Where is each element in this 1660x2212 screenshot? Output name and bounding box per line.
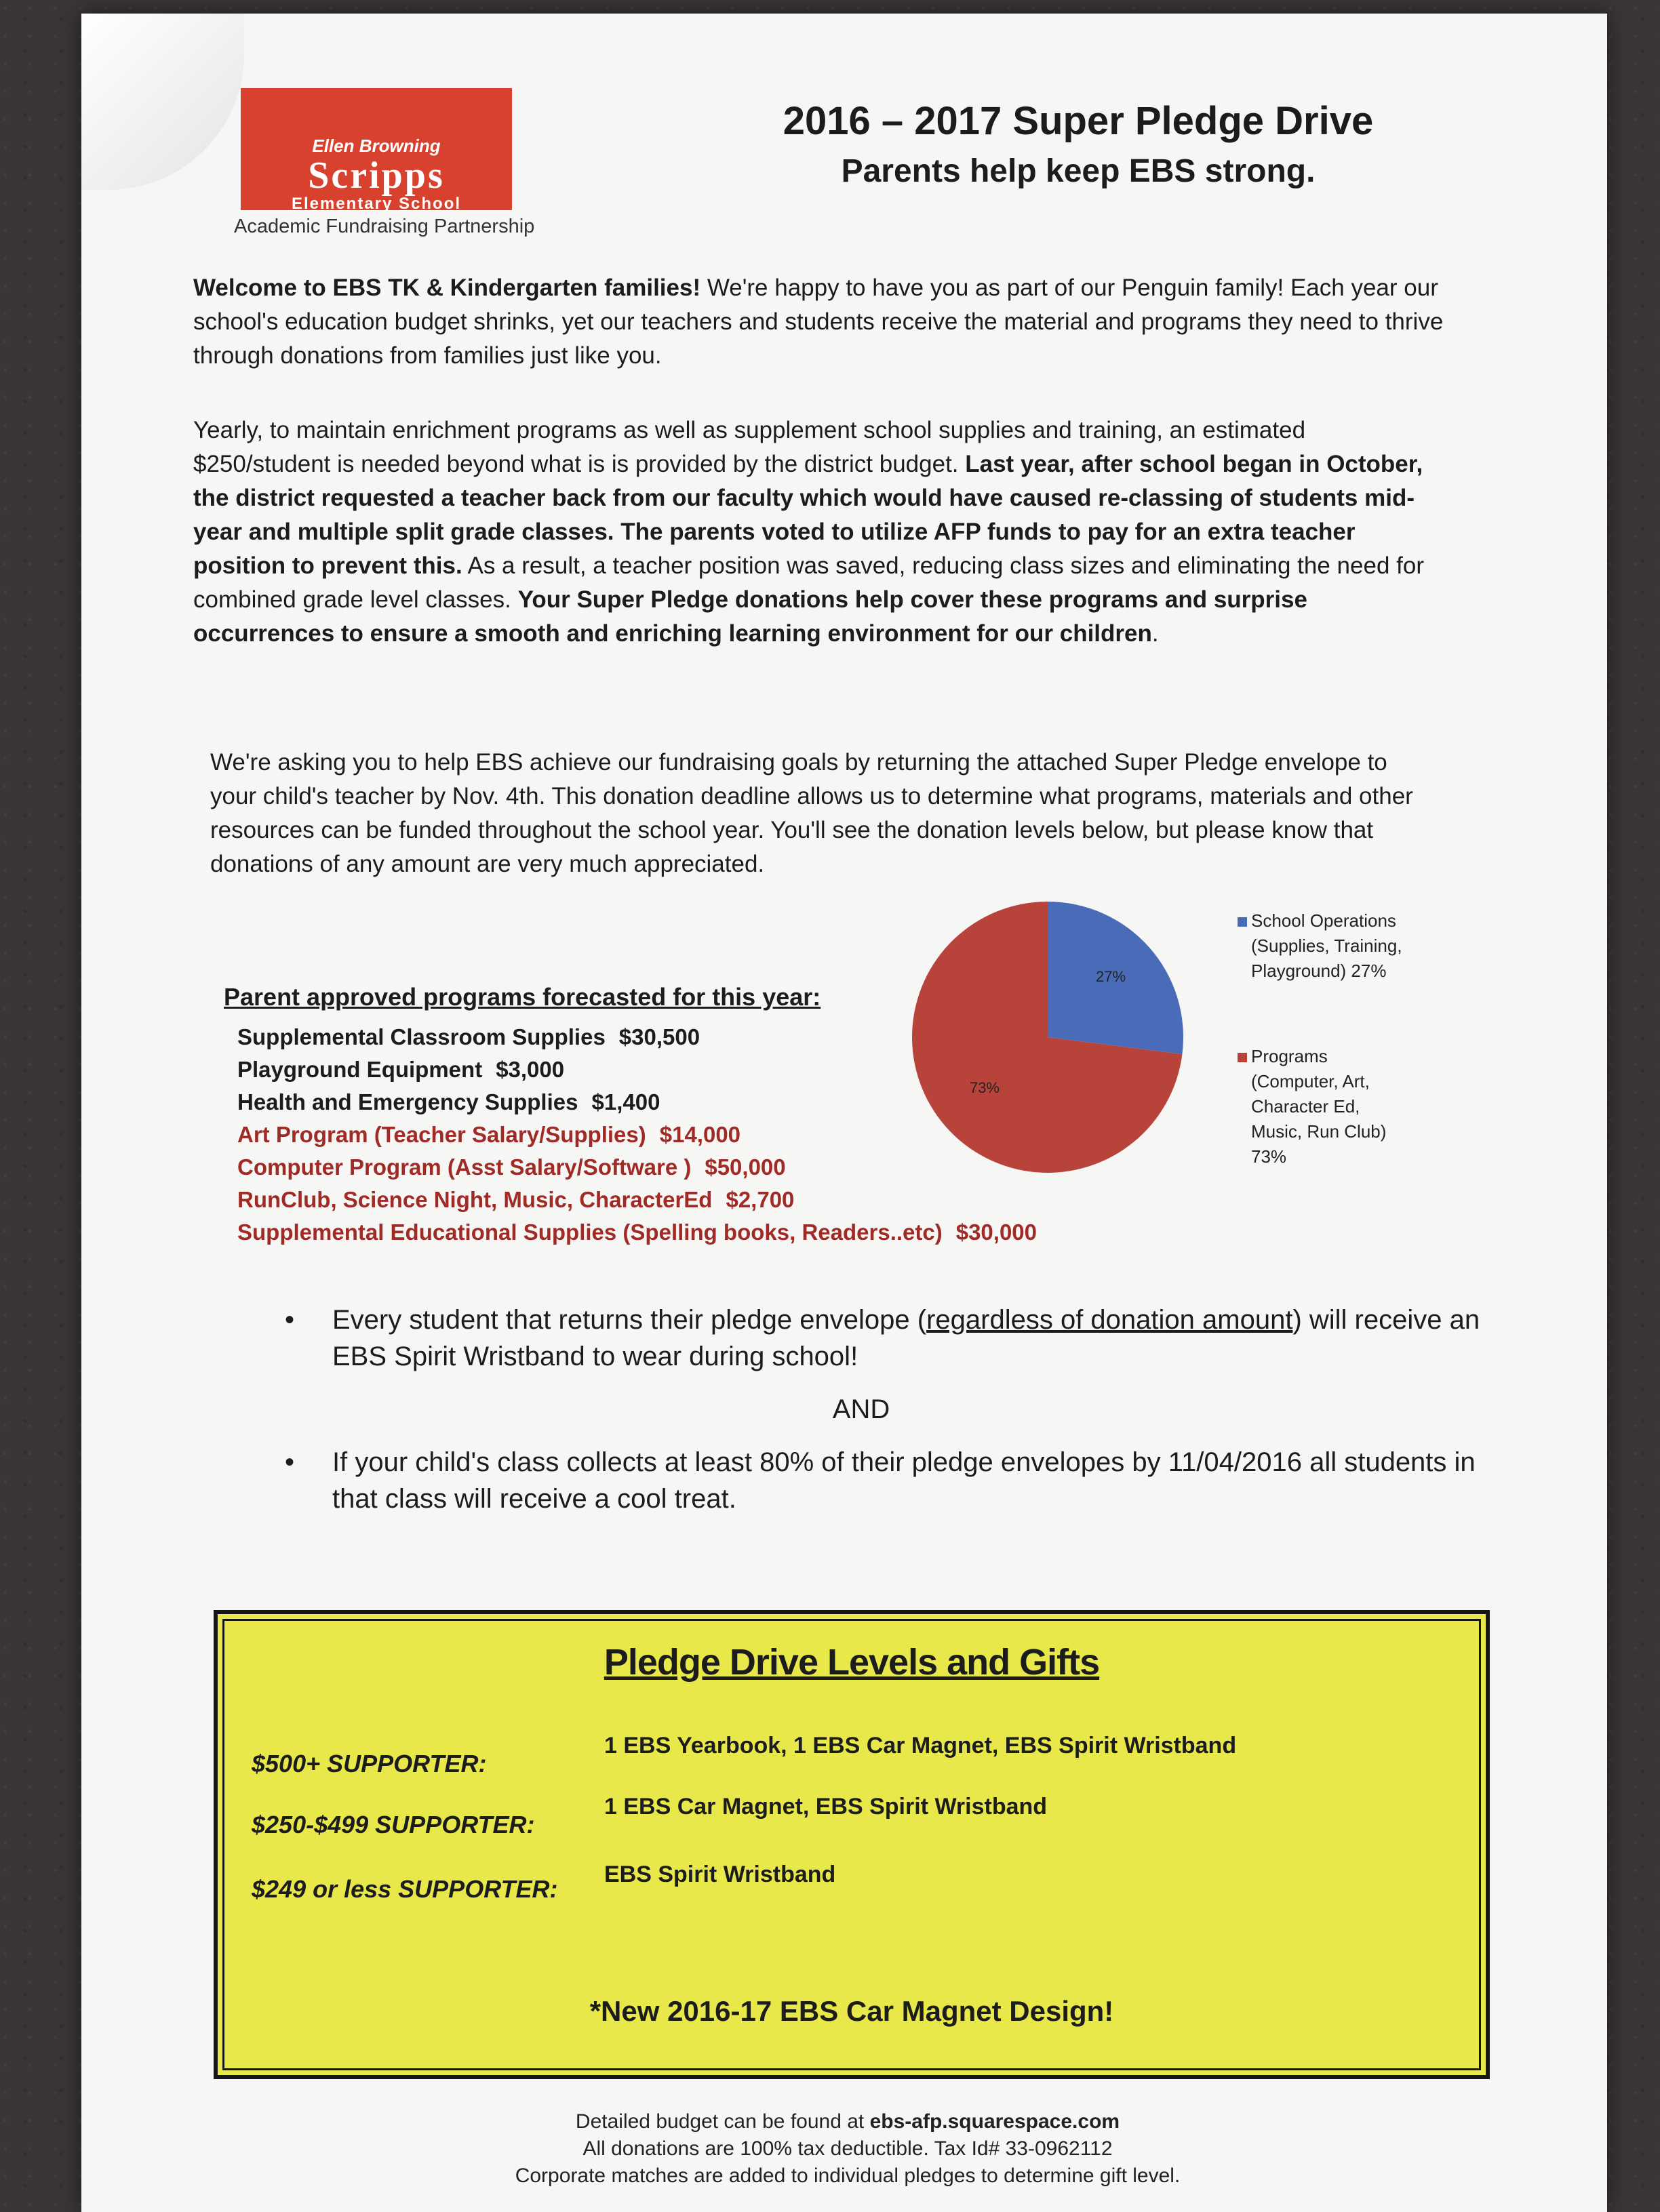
- welcome-paragraph: Welcome to EBS TK & Kindergarten families! We're happy to have you as part of our Penguin family! Each year our school's education budget shrinks, yet our teachers and students receive the material and programs they need to thrive through donations from families just like you.: [193, 275, 1444, 369]
- program-name: Supplemental Educational Supplies (Spelling books, Readers..etc): [237, 1220, 943, 1245]
- level-249: $249 or less SUPPORTER:: [252, 1875, 558, 1903]
- level-250: $250-$499 SUPPORTER:: [252, 1811, 535, 1838]
- pie-label-0: 27%: [1095, 967, 1126, 985]
- legend-line: Character Ed,: [1251, 1096, 1360, 1117]
- budget-link[interactable]: ebs-afp.squarespace.com: [869, 2110, 1120, 2133]
- legend-swatch: [1238, 917, 1247, 927]
- legend-line: (Computer, Art,: [1251, 1071, 1370, 1091]
- program-name: Health and Emergency Supplies: [237, 1089, 578, 1114]
- flyer-subtitle: Parents help keep EBS strong.: [841, 153, 1316, 189]
- legend-line: Programs: [1238, 1044, 1427, 1069]
- legend-line: Playground) 27%: [1251, 961, 1387, 981]
- program-amount: $3,000: [496, 1057, 565, 1082]
- program-name: Supplemental Classroom Supplies: [237, 1024, 606, 1049]
- program-name: Art Program (Teacher Salary/Supplies): [237, 1122, 646, 1147]
- legend-swatch: [1238, 1053, 1247, 1062]
- and-separator: AND: [832, 1394, 890, 1424]
- legend-line: Music, Run Club): [1251, 1121, 1387, 1142]
- program-item: [237, 1216, 1241, 1249]
- program-amount: $14,000: [659, 1122, 741, 1147]
- pledge-flyer: [81, 14, 1607, 2212]
- program-amount: $50,000: [705, 1154, 786, 1180]
- program-amount: $30,000: [955, 1220, 1038, 1245]
- request-paragraph: We're asking you to help EBS achieve our fundraising goals by returning the attached Super Pledge envelope to your child's teacher by Nov. 4th. This donation deadline allows us to determine what programs, materials and other resources can be funded throughout the school year. You'll see the donation levels below, but please know that donations of any amount are very much appreciated.: [210, 749, 1413, 877]
- program-amount: $2,700: [726, 1187, 795, 1212]
- legend-programs: [1238, 1044, 1427, 1169]
- program-name: RunClub, Science Night, Music, CharacterEd: [237, 1187, 713, 1212]
- magnet-note: *New 2016-17 EBS Car Magnet Design!: [589, 1995, 1114, 2027]
- legend-school-operations: [1238, 908, 1427, 984]
- legend-line: 73%: [1251, 1146, 1287, 1167]
- afp-tagline: Academic Fundraising Partnership: [234, 216, 535, 237]
- bullet-class-treat: • If your child's class collects at least 80% of their pledge envelopes by 11/04/2016 all students in that class will receive a cool treat.: [285, 1444, 1505, 1517]
- pie-label-1: 73%: [969, 1079, 1000, 1097]
- bullet-wristband: • Every student that returns their pledge envelope (regardless of donation amount) will receive an EBS Spirit Wristband to wear during school!: [285, 1302, 1505, 1375]
- levels-title: Pledge Drive Levels and Gifts: [604, 1642, 1100, 1683]
- program-name: Computer Program (Asst Salary/Software ): [237, 1154, 692, 1180]
- gift-249: EBS Spirit Wristband: [604, 1862, 836, 1887]
- flyer-footer: Detailed budget can be found at ebs-afp.squarespace.com All donations are 100% tax deductible. Tax Id# 33-0962112 Corporate matches are added to individual pledges to determine gift level.: [515, 2110, 1181, 2187]
- program-amount: $1,400: [591, 1089, 660, 1114]
- school-logo: Ellen Browning Scripps Elementary School: [241, 88, 512, 210]
- folded-corner: [81, 14, 244, 190]
- level-500: $500+ SUPPORTER:: [252, 1750, 487, 1777]
- program-amount: $30,500: [618, 1024, 700, 1049]
- funding-paragraph: Yearly, to maintain enrichment programs as well as supplement school supplies and training, an estimated $250/student is needed beyond what is is provided by the district budget. Last year, after school began in October, the district requested a teacher back from our faculty which would have caused re-classing of students mid-year and multiple split grade classes. The parents voted to utilize AFP funds to pay for an extra teacher position to prevent this. As a result, a teacher position was saved, reducing class sizes and eliminating the need for combined grade level classes. Your Super Pledge donations help cover these programs and surprise occurrences to ensure a smooth and enriching learning environment for our children.: [193, 417, 1424, 647]
- program-item: [237, 1184, 1241, 1216]
- legend-line: (Supplies, Training,: [1251, 936, 1402, 956]
- gift-250: 1 EBS Car Magnet, EBS Spirit Wristband: [604, 1794, 1048, 1819]
- budget-pie-chart: [905, 895, 1190, 1180]
- program-name: Playground Equipment: [237, 1057, 483, 1082]
- pledge-levels-box: [214, 1610, 1490, 2079]
- gift-500: 1 EBS Yearbook, 1 EBS Car Magnet, EBS Spirit Wristband: [604, 1733, 1237, 1758]
- legend-line: School Operations: [1238, 908, 1427, 933]
- programs-heading: Parent approved programs forecasted for this year:: [224, 983, 821, 1011]
- flyer-title: 2016 – 2017 Super Pledge Drive: [783, 99, 1374, 143]
- incentive-bullets: [285, 1302, 1505, 1517]
